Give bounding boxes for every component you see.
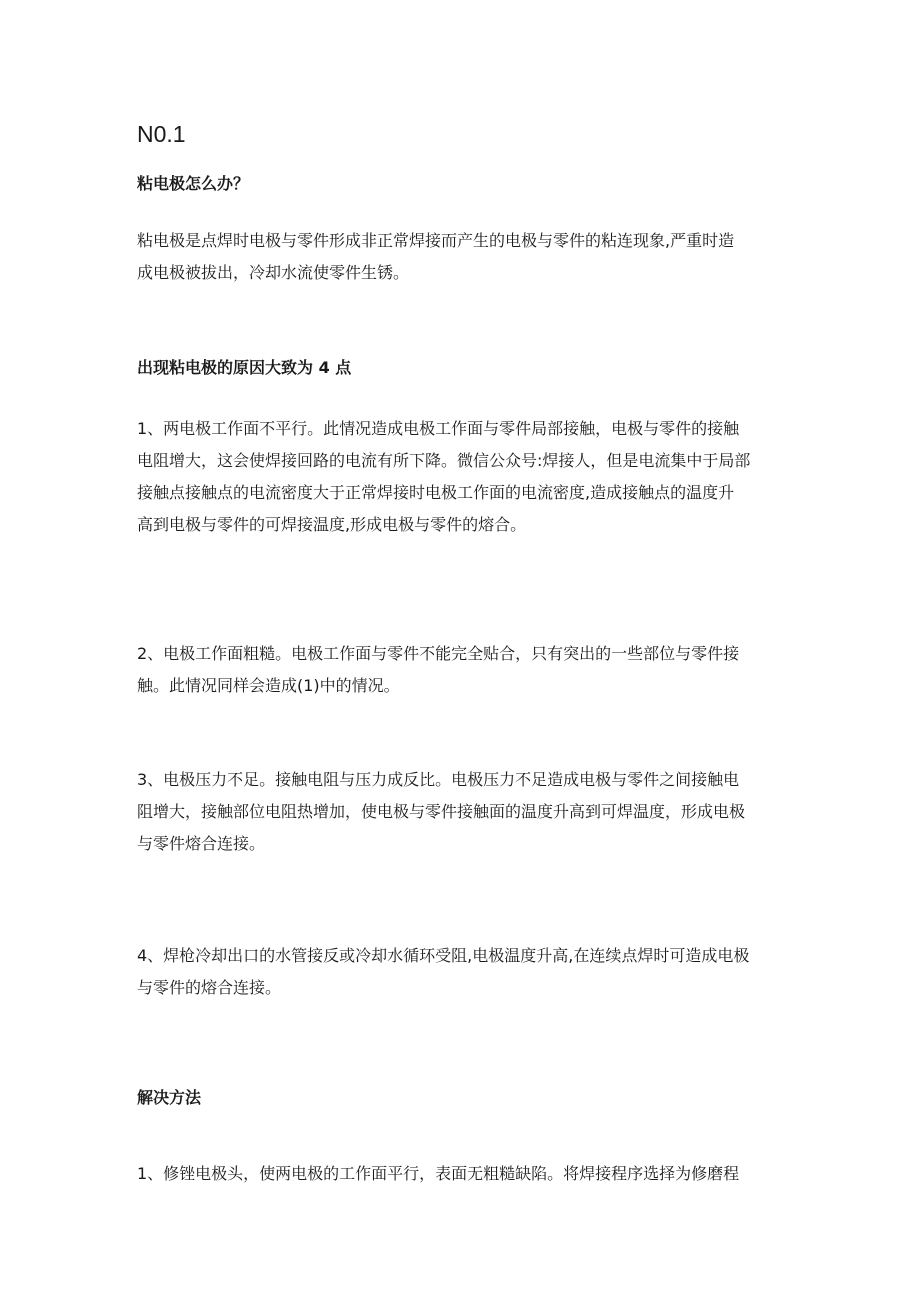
cause-line: 高到电极与零件的可焊接温度,形成电极与零件的熔合。: [137, 515, 527, 534]
cause-line: 触。此情况同样会造成(1)中的情况。: [137, 676, 400, 695]
solution-line: 1、修锉电极头，使两电极的工作面平行，表面无粗糙缺陷。将焊接程序选择为修磨程: [137, 1164, 740, 1183]
cause-paragraph-3: [137, 769, 787, 855]
cause-line: 2、电极工作面粗糙。电极工作面与零件不能完全贴合，只有突出的一些部位与零件接: [137, 644, 740, 663]
cause-paragraph-4: [137, 945, 787, 999]
intro-line: 成电极被拔出，冷却水流使零件生锈。: [137, 263, 410, 282]
number-title: N0.1: [137, 121, 186, 147]
causes-heading: 出现粘电极的原因大致为 4 点: [137, 358, 352, 377]
cause-paragraph-1: [137, 418, 787, 536]
cause-line: 接触点接触点的电流密度大于正常焊接时电极工作面的电流密度,造成接触点的温度升: [137, 483, 735, 502]
cause-line: 电阻增大，这会使焊接回路的电流有所下降。微信公众号:焊接人，但是电流集中于局部: [137, 451, 751, 470]
cause-line: 3、电极压力不足。接触电阻与压力成反比。电极压力不足造成电极与零件之间接触电: [137, 770, 740, 789]
cause-paragraph-2: [137, 643, 787, 697]
intro-paragraph: [137, 230, 787, 284]
question-heading: 粘电极怎么办？: [137, 174, 250, 193]
intro-line: 粘电极是点焊时电极与零件形成非正常焊接而产生的电极与零件的粘连现象,严重时造: [137, 231, 735, 250]
solution-paragraph-1: [137, 1163, 787, 1185]
cause-line: 与零件的熔合连接。: [137, 978, 282, 997]
solutions-heading: 解决方法: [137, 1088, 202, 1107]
cause-line: 1、两电极工作面不平行。此情况造成电极工作面与零件局部接触，电极与零件的接触: [137, 419, 740, 438]
cause-line: 阻增大，接触部位电阻热增加，使电极与零件接触面的温度升高到可焊温度，形成电极: [137, 802, 746, 821]
cause-line: 4、焊枪冷却出口的水管接反或冷却水循环受阻,电极温度升高,在连续点焊时可造成电极: [137, 946, 750, 965]
cause-line: 与零件熔合连接。: [137, 834, 266, 853]
